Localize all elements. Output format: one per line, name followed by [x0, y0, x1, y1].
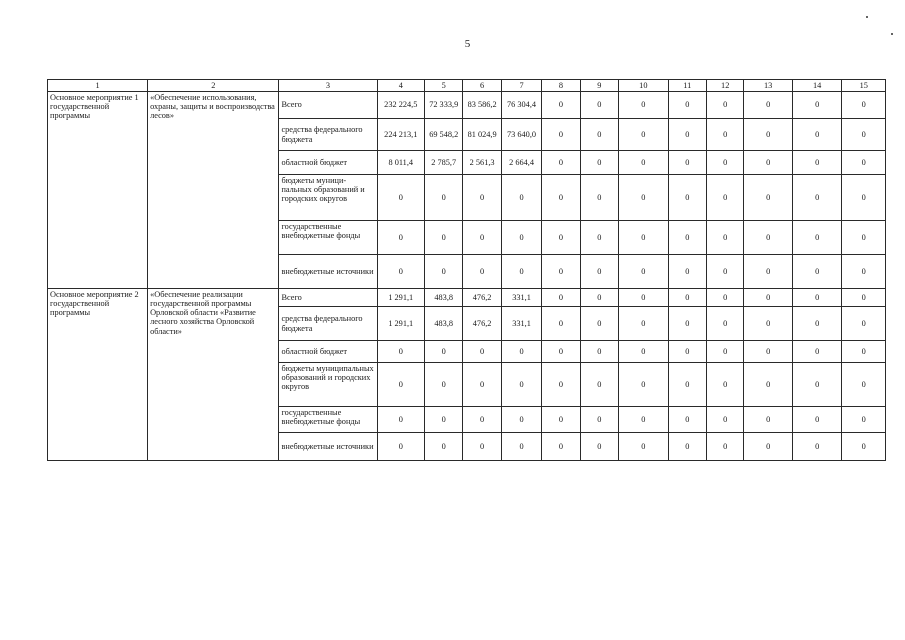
scan-speck [866, 16, 868, 18]
amount-cell: 0 [542, 307, 580, 341]
amount-cell: 0 [792, 175, 842, 221]
amount-cell: 0 [792, 221, 842, 255]
column-number: 8 [542, 80, 580, 92]
amount-cell: 0 [501, 255, 541, 289]
funding-source: средства федерального бюджета [279, 119, 377, 151]
amount-cell: 0 [463, 363, 501, 407]
amount-cell: 0 [792, 92, 842, 119]
amount-cell: 0 [842, 433, 886, 461]
column-number: 4 [377, 80, 425, 92]
funding-source: средства федерального бюджета [279, 307, 377, 341]
amount-cell: 0 [792, 289, 842, 307]
amount-cell: 0 [580, 307, 618, 341]
table-row [48, 92, 886, 119]
amount-cell: 0 [542, 175, 580, 221]
amount-cell: 0 [377, 175, 425, 221]
amount-cell: 0 [707, 151, 744, 175]
funding-source: государственные внебюджетные фонды [279, 407, 377, 433]
funding-source: Всего [279, 92, 377, 119]
amount-cell: 0 [463, 433, 501, 461]
amount-cell: 0 [668, 119, 706, 151]
amount-cell: 0 [580, 363, 618, 407]
amount-cell: 0 [580, 433, 618, 461]
amount-cell: 0 [744, 175, 793, 221]
amount-cell: 0 [425, 363, 463, 407]
column-number: 6 [463, 80, 501, 92]
column-number: 13 [744, 80, 793, 92]
funding-source: областной бюджет [279, 341, 377, 363]
amount-cell: 0 [744, 221, 793, 255]
amount-cell: 0 [792, 341, 842, 363]
amount-cell: 72 333,9 [425, 92, 463, 119]
amount-cell: 2 785,7 [425, 151, 463, 175]
amount-cell: 76 304,4 [501, 92, 541, 119]
amount-cell: 2 664,4 [501, 151, 541, 175]
amount-cell: 0 [842, 92, 886, 119]
amount-cell: 0 [744, 433, 793, 461]
funding-table [47, 79, 886, 461]
amount-cell: 0 [619, 221, 669, 255]
amount-cell: 0 [425, 433, 463, 461]
amount-cell: 0 [842, 289, 886, 307]
funding-source: внебюджетные источники [279, 255, 377, 289]
amount-cell: 0 [707, 92, 744, 119]
amount-cell: 0 [619, 151, 669, 175]
amount-cell: 0 [668, 407, 706, 433]
amount-cell: 232 224,5 [377, 92, 425, 119]
amount-cell: 0 [707, 407, 744, 433]
amount-cell: 0 [580, 92, 618, 119]
amount-cell: 0 [501, 341, 541, 363]
amount-cell: 69 548,2 [425, 119, 463, 151]
amount-cell: 0 [619, 307, 669, 341]
funding-source: внебюджетные источники [279, 433, 377, 461]
amount-cell: 0 [619, 119, 669, 151]
amount-cell: 0 [842, 363, 886, 407]
funding-source: государственные внебюджетные фонды [279, 221, 377, 255]
amount-cell: 0 [377, 363, 425, 407]
amount-cell: 0 [619, 433, 669, 461]
amount-cell: 0 [619, 92, 669, 119]
amount-cell: 0 [668, 433, 706, 461]
amount-cell: 0 [792, 433, 842, 461]
amount-cell: 0 [707, 433, 744, 461]
amount-cell: 0 [707, 341, 744, 363]
amount-cell: 0 [619, 175, 669, 221]
amount-cell: 0 [580, 289, 618, 307]
table-row [48, 289, 886, 307]
amount-cell: 0 [425, 407, 463, 433]
column-number: 12 [707, 80, 744, 92]
amount-cell: 0 [792, 307, 842, 341]
column-number: 15 [842, 80, 886, 92]
column-number-row [48, 80, 886, 92]
amount-cell: 1 291,1 [377, 289, 425, 307]
amount-cell: 331,1 [501, 289, 541, 307]
amount-cell: 0 [842, 341, 886, 363]
amount-cell: 0 [580, 151, 618, 175]
column-number: 3 [279, 80, 377, 92]
amount-cell: 0 [580, 255, 618, 289]
column-number: 10 [619, 80, 669, 92]
amount-cell: 0 [377, 221, 425, 255]
amount-cell: 0 [744, 363, 793, 407]
amount-cell: 0 [377, 433, 425, 461]
amount-cell: 0 [792, 119, 842, 151]
amount-cell: 0 [744, 307, 793, 341]
amount-cell: 0 [668, 92, 706, 119]
amount-cell: 0 [842, 119, 886, 151]
amount-cell: 0 [707, 175, 744, 221]
funding-source: Всего [279, 289, 377, 307]
amount-cell: 0 [463, 341, 501, 363]
amount-cell: 0 [668, 221, 706, 255]
amount-cell: 0 [842, 221, 886, 255]
amount-cell: 0 [619, 255, 669, 289]
amount-cell: 0 [842, 307, 886, 341]
amount-cell: 0 [542, 221, 580, 255]
amount-cell: 0 [842, 175, 886, 221]
amount-cell: 0 [707, 255, 744, 289]
amount-cell: 0 [377, 341, 425, 363]
activity-name: Основное мероприятие 1 государственной программы [48, 92, 148, 289]
column-number: 7 [501, 80, 541, 92]
amount-cell: 0 [668, 307, 706, 341]
amount-cell: 331,1 [501, 307, 541, 341]
amount-cell: 83 586,2 [463, 92, 501, 119]
amount-cell: 0 [377, 407, 425, 433]
amount-cell: 0 [792, 363, 842, 407]
column-number: 14 [792, 80, 842, 92]
amount-cell: 483,8 [425, 307, 463, 341]
amount-cell: 0 [463, 221, 501, 255]
amount-cell: 0 [619, 407, 669, 433]
amount-cell: 0 [792, 407, 842, 433]
amount-cell: 2 561,3 [463, 151, 501, 175]
amount-cell: 0 [744, 289, 793, 307]
amount-cell: 0 [668, 363, 706, 407]
amount-cell: 0 [425, 341, 463, 363]
amount-cell: 0 [744, 92, 793, 119]
amount-cell: 0 [744, 407, 793, 433]
amount-cell: 8 011,4 [377, 151, 425, 175]
amount-cell: 0 [842, 151, 886, 175]
amount-cell: 0 [501, 175, 541, 221]
column-number: 2 [148, 80, 279, 92]
amount-cell: 0 [668, 341, 706, 363]
amount-cell: 0 [425, 255, 463, 289]
column-number: 11 [668, 80, 706, 92]
amount-cell: 0 [668, 175, 706, 221]
amount-cell: 0 [542, 289, 580, 307]
amount-cell: 0 [501, 407, 541, 433]
amount-cell: 0 [842, 407, 886, 433]
amount-cell: 0 [463, 255, 501, 289]
page-number: 5 [464, 38, 471, 50]
amount-cell: 0 [377, 255, 425, 289]
amount-cell: 0 [580, 341, 618, 363]
activity-title: «Обеспечение использования, охраны, защиты и воспроизводства лесов» [148, 92, 279, 289]
amount-cell: 0 [542, 363, 580, 407]
amount-cell: 0 [501, 433, 541, 461]
amount-cell: 0 [619, 363, 669, 407]
funding-source: бюджеты муници-пальных образований и городских округов [279, 175, 377, 221]
amount-cell: 0 [501, 221, 541, 255]
amount-cell: 0 [707, 221, 744, 255]
amount-cell: 0 [542, 341, 580, 363]
amount-cell: 0 [792, 151, 842, 175]
amount-cell: 1 291,1 [377, 307, 425, 341]
amount-cell: 81 024,9 [463, 119, 501, 151]
amount-cell: 0 [425, 221, 463, 255]
amount-cell: 0 [542, 407, 580, 433]
amount-cell: 0 [425, 175, 463, 221]
amount-cell: 0 [619, 341, 669, 363]
amount-cell: 73 640,0 [501, 119, 541, 151]
amount-cell: 476,2 [463, 307, 501, 341]
amount-cell: 476,2 [463, 289, 501, 307]
column-number: 1 [48, 80, 148, 92]
funding-source: бюджеты муниципальных образований и городских округов [279, 363, 377, 407]
amount-cell: 0 [542, 255, 580, 289]
column-number: 5 [425, 80, 463, 92]
amount-cell: 0 [744, 151, 793, 175]
amount-cell: 0 [744, 341, 793, 363]
amount-cell: 0 [542, 151, 580, 175]
amount-cell: 0 [842, 255, 886, 289]
amount-cell: 0 [580, 407, 618, 433]
amount-cell: 0 [707, 363, 744, 407]
amount-cell: 0 [580, 221, 618, 255]
amount-cell: 0 [668, 289, 706, 307]
amount-cell: 0 [580, 119, 618, 151]
scan-speck [891, 33, 893, 35]
activity-name: Основное мероприятие 2 государственной программы [48, 289, 148, 461]
amount-cell: 224 213,1 [377, 119, 425, 151]
amount-cell: 0 [580, 175, 618, 221]
amount-cell: 0 [542, 119, 580, 151]
amount-cell: 0 [668, 255, 706, 289]
amount-cell: 0 [744, 255, 793, 289]
column-number: 9 [580, 80, 618, 92]
amount-cell: 0 [707, 119, 744, 151]
amount-cell: 0 [792, 255, 842, 289]
amount-cell: 0 [707, 307, 744, 341]
amount-cell: 0 [501, 363, 541, 407]
amount-cell: 0 [668, 151, 706, 175]
activity-title: «Обеспечение реализации государственной программы Орловской области «Развитие лесного хозяйства Орловской области» [148, 289, 279, 461]
amount-cell: 0 [542, 92, 580, 119]
amount-cell: 0 [463, 175, 501, 221]
amount-cell: 0 [744, 119, 793, 151]
funding-source: областной бюджет [279, 151, 377, 175]
amount-cell: 0 [542, 433, 580, 461]
amount-cell: 0 [707, 289, 744, 307]
amount-cell: 483,8 [425, 289, 463, 307]
amount-cell: 0 [619, 289, 669, 307]
amount-cell: 0 [463, 407, 501, 433]
